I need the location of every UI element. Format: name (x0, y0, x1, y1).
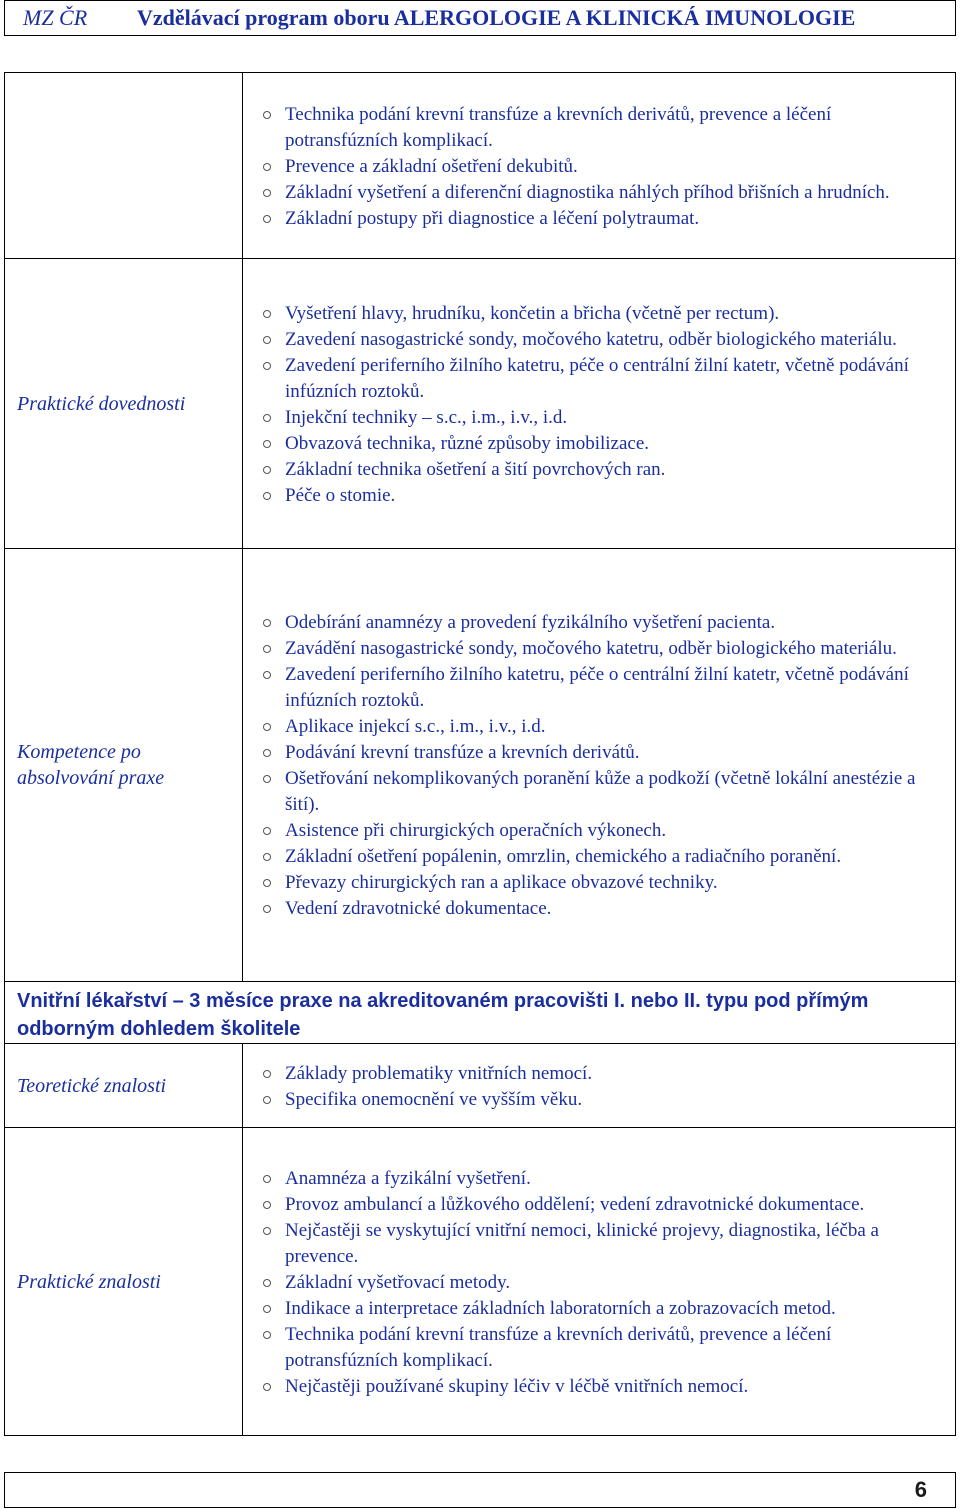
list-item: Základní postupy při diagnostice a léčení polytraumat. (257, 206, 947, 232)
item-list (257, 610, 947, 922)
item-list (257, 1061, 947, 1113)
surgery-table (4, 72, 956, 982)
list-item: Podávání krevní transfúze a krevních derivátů. (257, 740, 947, 766)
page-header (4, 0, 956, 36)
list-item: Ošetřování nekomplikovaných poranění kůže a podkoží (včetně lokální anestézie a šití). (257, 766, 947, 818)
list-item: Zavedení periferního žilního katetru, péče o centrální žilní katetr, včetně podávání infúzních roztoků. (257, 353, 947, 405)
list-item: Základní ošetření popálenin, omrzlin, chemického a radiačního poranění. (257, 844, 947, 870)
table-row (5, 549, 956, 982)
list-item: Odebírání anamnézy a provedení fyzikálního vyšetření pacienta. (257, 610, 947, 636)
row-label-empty (5, 73, 243, 259)
list-item: Vyšetření hlavy, hrudníku, končetin a břicha (včetně per rectum). (257, 301, 947, 327)
list-item: Nejčastěji se vyskytující vnitřní nemoci, klinické projevy, diagnostika, léčba a prevence. (257, 1218, 947, 1270)
list-item: Zavádění nasogastrické sondy, močového katetru, odběr biologického materiálu. (257, 636, 947, 662)
item-list (257, 1166, 947, 1400)
row-label-practical-skills: Praktické dovednosti (5, 259, 243, 549)
list-item: Základní vyšetření a diferenční diagnostika náhlých příhod břišních a hrudních. (257, 180, 947, 206)
table-row (5, 73, 956, 259)
page-number: 6 (914, 1477, 927, 1502)
table-row (5, 259, 956, 549)
list-item: Injekční techniky – s.c., i.m., i.v., i.d. (257, 405, 947, 431)
table-row (5, 1044, 956, 1128)
item-list (257, 301, 947, 509)
list-item: Vedení zdravotnické dokumentace. (257, 896, 947, 922)
list-item: Obvazová technika, různé způsoby imobilizace. (257, 431, 947, 457)
list-item: Převazy chirurgických ran a aplikace obvazové techniky. (257, 870, 947, 896)
list-item: Nejčastěji používané skupiny léčiv v léčbě vnitřních nemocí. (257, 1374, 947, 1400)
list-item: Zavedení periferního žilního katetru, péče o centrální žilní katetr, včetně podávání infúzních roztoků. (257, 662, 947, 714)
table-row (5, 1128, 956, 1436)
internal-medicine-table (4, 1043, 956, 1436)
list-item: Prevence a základní ošetření dekubitů. (257, 154, 947, 180)
row-label-practical-knowledge: Praktické znalosti (5, 1128, 243, 1436)
list-item: Zavedení nasogastrické sondy, močového katetru, odběr biologického materiálu. (257, 327, 947, 353)
list-item: Aplikace injekcí s.c., i.m., i.v., i.d. (257, 714, 947, 740)
row-label-theoretical: Teoretické znalosti (5, 1044, 243, 1128)
list-item: Základy problematiky vnitřních nemocí. (257, 1061, 947, 1087)
list-item: Anamnéza a fyzikální vyšetření. (257, 1166, 947, 1192)
header-ministry: MZ ČR (23, 5, 88, 30)
header-title: Vzdělávací program oboru ALERGOLOGIE A KLINICKÁ IMUNOLOGIE (137, 5, 856, 30)
list-item: Technika podání krevní transfúze a krevních derivátů, prevence a léčení potransfúzních komplikací. (257, 1322, 947, 1374)
item-list (257, 102, 947, 232)
section-heading-internal-medicine: Vnitřní lékařství – 3 měsíce praxe na akreditovaném pracovišti I. nebo II. typu pod přímým odborným dohledem školitele (4, 981, 956, 1043)
list-item: Základní technika ošetření a šití povrchových ran. (257, 457, 947, 483)
list-item: Provoz ambulancí a lůžkového oddělení; vedení zdravotnické dokumentace. (257, 1192, 947, 1218)
list-item: Specifika onemocnění ve vyšším věku. (257, 1087, 947, 1113)
row-label-competence: Kompetence po absolvování praxe (5, 549, 243, 982)
list-item: Technika podání krevní transfúze a krevních derivátů, prevence a léčení potransfúzních komplikací. (257, 102, 947, 154)
list-item: Péče o stomie. (257, 483, 947, 509)
list-item: Základní vyšetřovací metody. (257, 1270, 947, 1296)
list-item: Asistence při chirurgických operačních výkonech. (257, 818, 947, 844)
page-footer (4, 1472, 956, 1508)
list-item: Indikace a interpretace základních laboratorních a zobrazovacích metod. (257, 1296, 947, 1322)
